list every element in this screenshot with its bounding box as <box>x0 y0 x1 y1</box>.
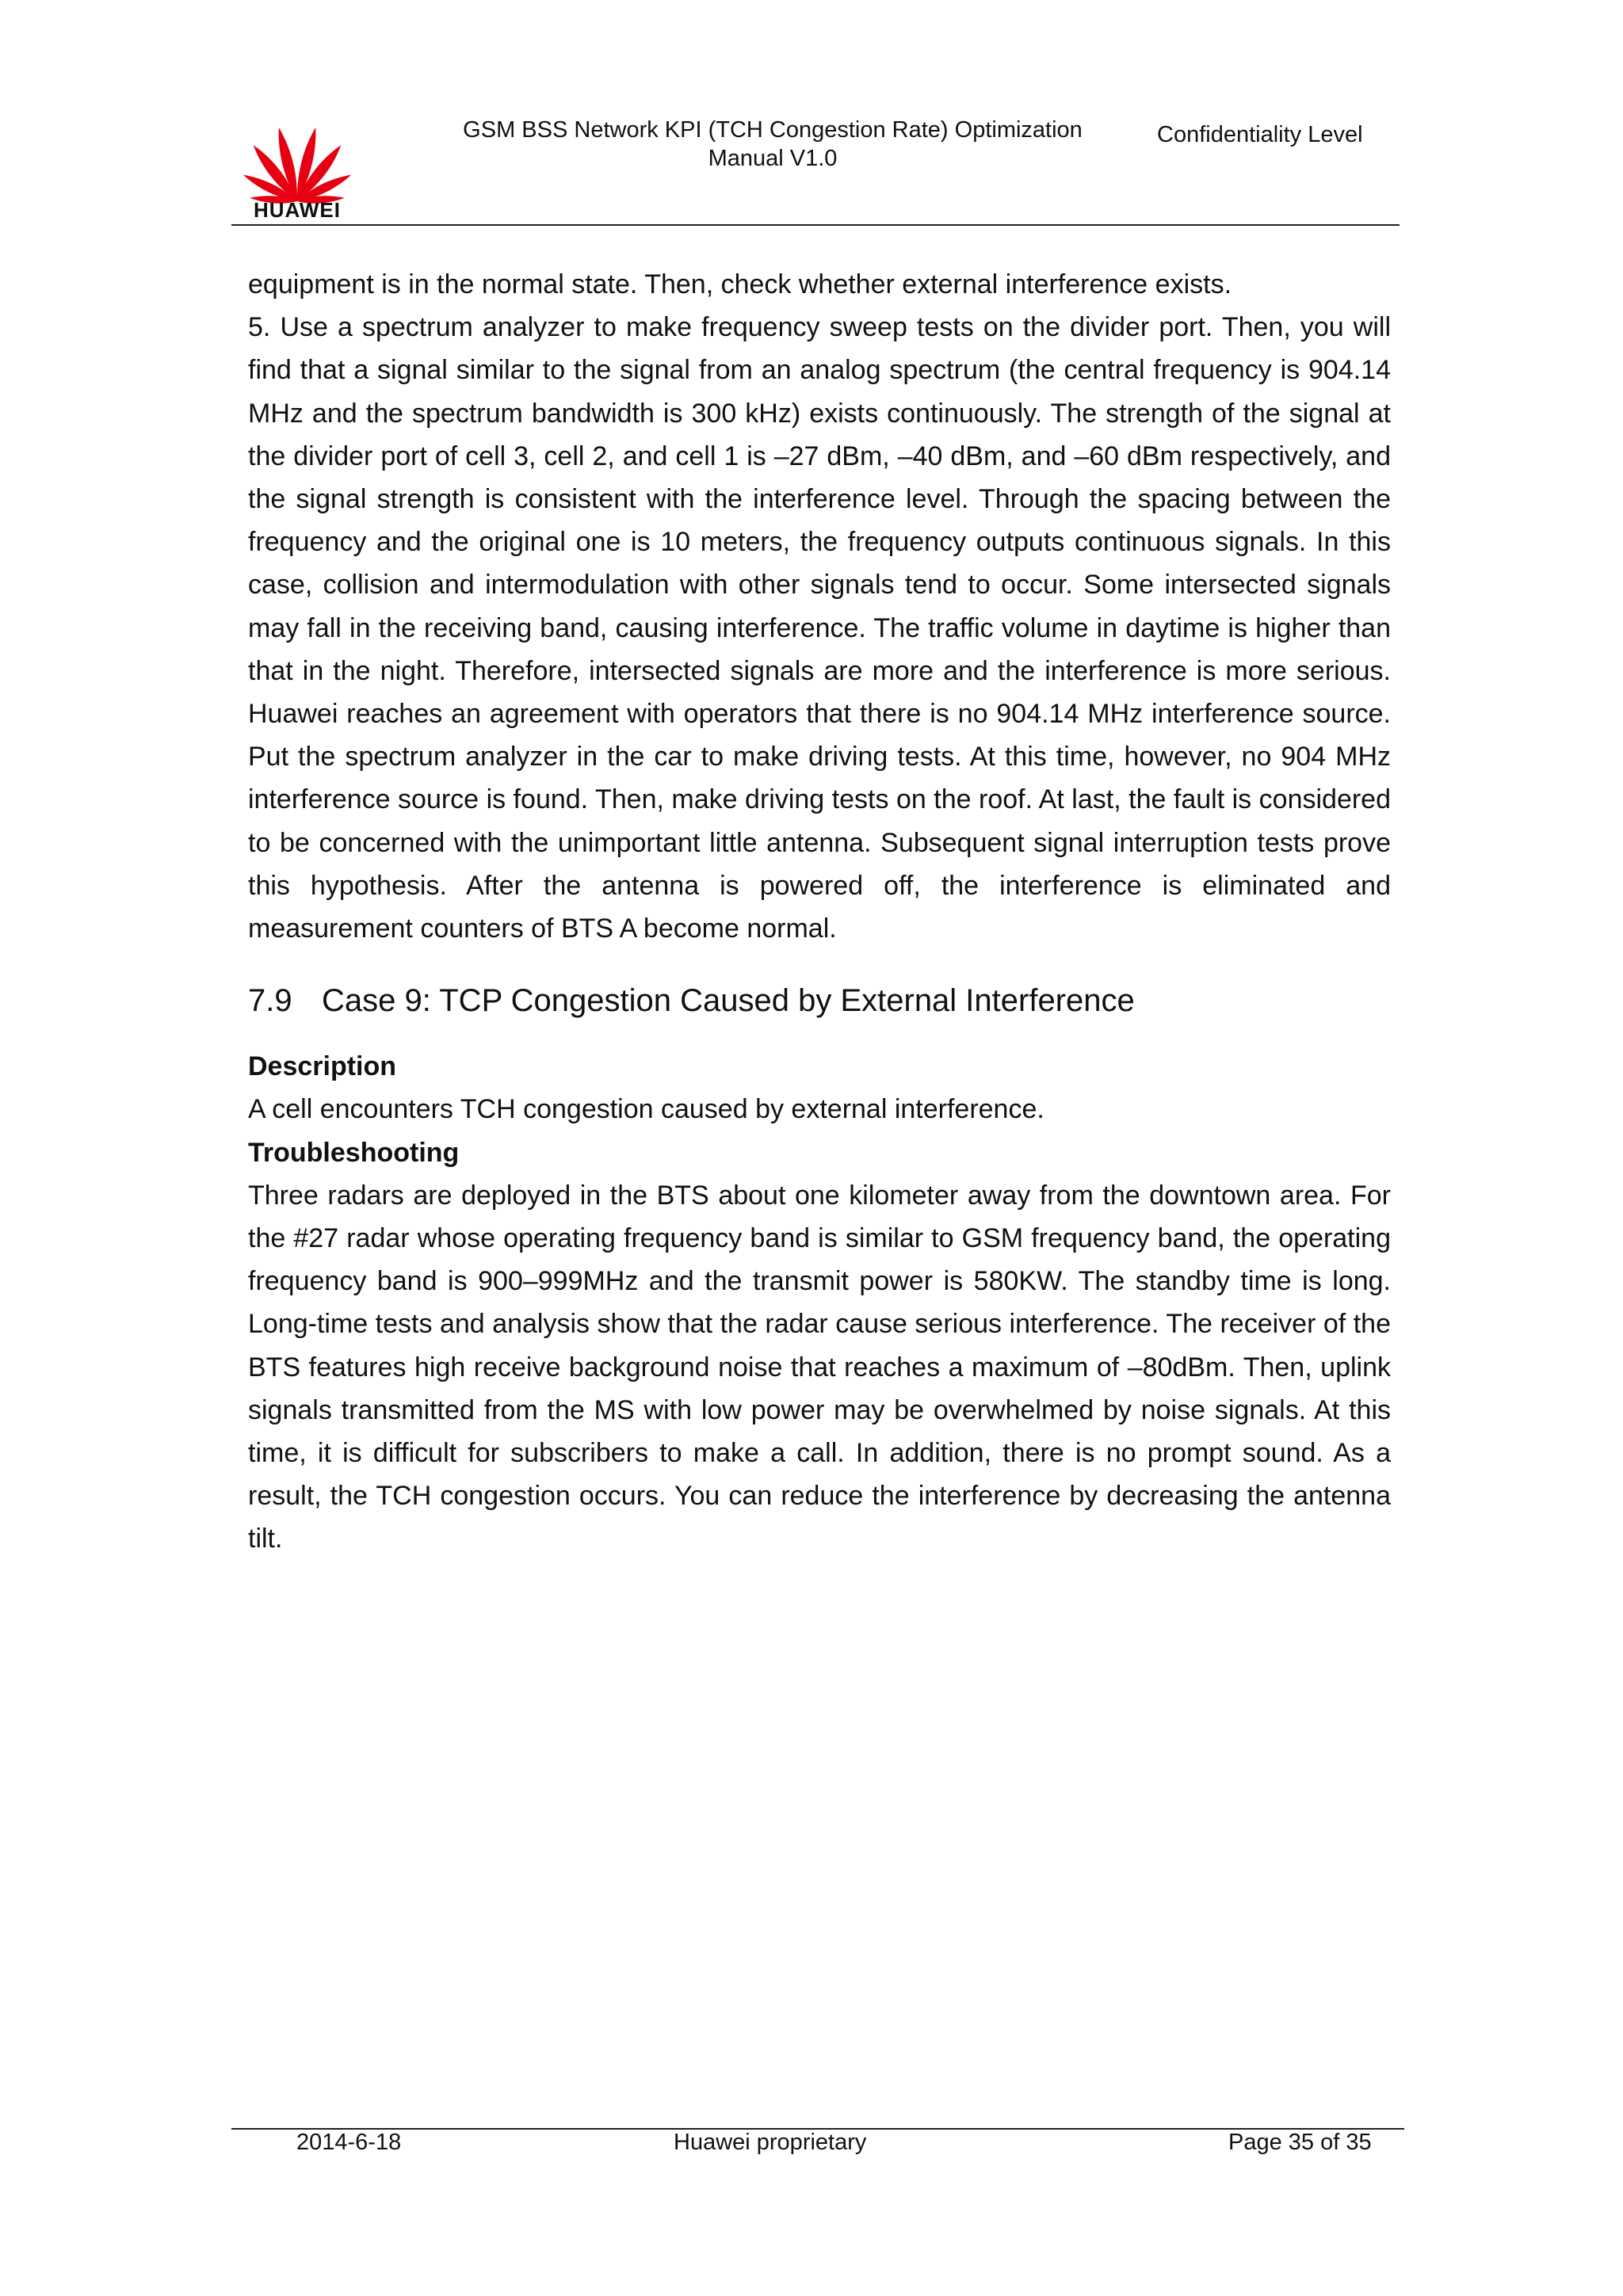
huawei-logo <box>238 119 357 223</box>
document-title-line2: Manual V1.0 <box>708 146 838 171</box>
description-heading: Description <box>248 1051 397 1082</box>
logo-wordmark: HUAWEI <box>254 198 341 222</box>
troubleshooting-heading: Troubleshooting <box>248 1137 460 1168</box>
section-heading <box>248 977 1391 1024</box>
document-title <box>428 116 1117 173</box>
section-title: Case 9: TCP Congestion Caused by External Interference <box>322 983 1135 1019</box>
confidentiality-level: Confidentiality Level <box>1157 122 1363 147</box>
document-title-line1: GSM BSS Network KPI (TCH Congestion Rate) Optimization <box>463 117 1083 143</box>
paragraph-step-5: 5. Use a spectrum analyzer to make frequency sweep tests on the divider port. Then, you will find that a signal similar to the signal from an analog spectrum (the central frequency is 904.14 MHz and the spectrum bandwidth is 300 kHz) exists continuously. The strength of the signal at the divider port of cell 3, cell 2, and cell 1 is –27 dBm, –40 dBm, and –60 dBm respectively, and the signal strength is consistent with the interference level. Through the spacing between the frequency and the original one is 10 meters, the frequency outputs continuous signals. In this case, collision and intermodulation with other signals tend to occur. Some intersected signals may fall in the receiving band, causing interference. The traffic volume in daytime is higher than that in the night. Therefore, intersected signals are more and the interference is more serious. Huawei reaches an agreement with operators that there is no 904.14 MHz interference source. Put the spectrum analyzer in the car to make driving tests. At this time, however, no 904 MHz interference source is found. Then, make driving tests on the roof. At last, the fault is considered to be concerned with the unimportant little antenna. Subsequent signal interruption tests prove this hypothesis. After the antenna is powered off, the interference is eliminated and measurement counters of BTS A become normal. <box>248 312 1391 944</box>
header-divider <box>231 224 1400 226</box>
section-number: 7.9 <box>248 983 292 1019</box>
page-footer <box>0 2125 1623 2172</box>
footer-proprietary: Huawei proprietary <box>674 2130 867 2155</box>
troubleshooting-text: Three radars are deployed in the BTS about one kilometer away from the downtown area. For the #27 radar whose operating frequency band is similar to GSM frequency band, the operating frequency band is 900–999MHz and the transmit power is 580KW. The standby time is long. Long-time tests and analysis show that the radar cause serious interference. The receiver of the BTS features high receive background noise that reaches a maximum of –80dBm. Then, uplink signals transmitted from the MS with low power may be overwhelmed by noise signals. At this time, it is difficult for subscribers to make a call. In addition, there is no prompt sound. As a result, the TCH congestion occurs. You can reduce the interference by decreasing the antenna tilt. <box>248 1180 1391 1554</box>
page-body <box>248 263 1391 1561</box>
footer-date: 2014-6-18 <box>296 2130 402 2155</box>
huawei-petals-icon <box>238 119 357 204</box>
page-header <box>0 0 1623 230</box>
paragraph-continuation: equipment is in the normal state. Then, check whether external interference exists. <box>248 269 1232 299</box>
description-text: A cell encounters TCH congestion caused by external interference. <box>248 1094 1044 1125</box>
footer-page-number: Page 35 of 35 <box>1228 2130 1372 2155</box>
